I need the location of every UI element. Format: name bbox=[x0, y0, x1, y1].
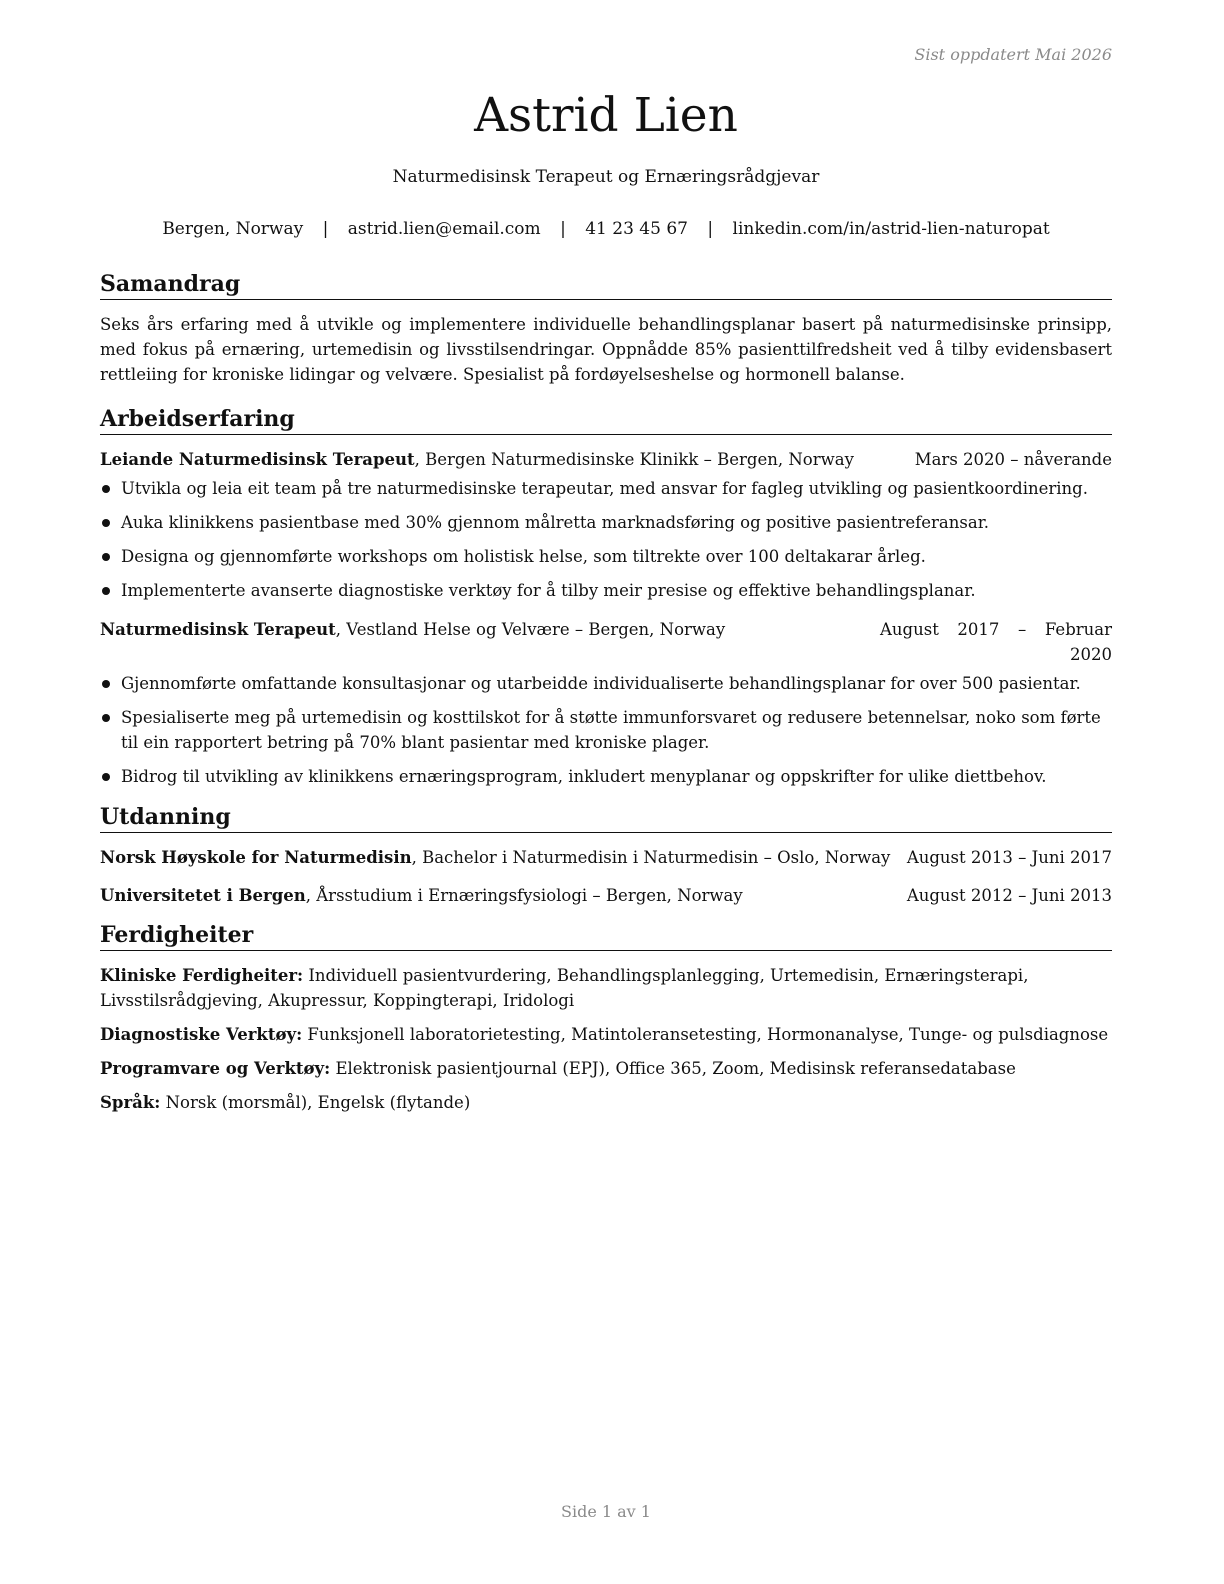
bullet-item: Bidrog til utvikling av klinikkens ernæringsprogram, inkludert menyplanar og oppskrifter for ulike diettbehov. bbox=[100, 764, 1112, 789]
education-detail: , Bachelor i Naturmedisin i Naturmedisin – Oslo, Norway bbox=[411, 848, 891, 867]
job-role: Leiande Naturmedisinsk Terapeut bbox=[100, 450, 415, 469]
job-entry bbox=[100, 447, 1112, 603]
education-entry bbox=[100, 845, 1112, 870]
job-bullets bbox=[100, 476, 1112, 603]
skill-line bbox=[100, 963, 1112, 1013]
job-bullets bbox=[100, 671, 1112, 789]
summary-text: Seks års erfaring med å utvikle og implementere individuelle behandlingsplanar basert på naturmedisinske prinsipp, med fokus på ernæring, urtemedisin og livsstilsendringar. Oppnådde 85% pasienttilfredsheit ved å tilby evidensbasert rettleiing for kroniske lidingar og velvære. Spesialist på fordøyelseshelse og hormonell balanse. bbox=[100, 315, 1112, 384]
skill-line bbox=[100, 1022, 1112, 1047]
bullet-item: Auka klinikkens pasientbase med 30% gjennom målretta marknadsføring og positive pasientreferansar. bbox=[100, 510, 1112, 535]
candidate-name: Astrid Lien bbox=[474, 88, 738, 143]
bullet-item: Gjennomførte omfattande konsultasjonar og utarbeidde individualiserte behandlingsplanar for over 500 pasientar. bbox=[100, 671, 1112, 696]
resume-content bbox=[100, 270, 1112, 1124]
bullet-item: Implementerte avanserte diagnostiske verktøy for å tilby meir presise og effektive behandlingsplanar. bbox=[100, 578, 1112, 603]
contact-separator: | bbox=[560, 219, 566, 239]
section-heading-experience: Arbeidserfaring bbox=[100, 405, 1112, 435]
education-header bbox=[100, 883, 1112, 908]
skill-value: Individuell pasientvurdering, Behandlingsplanlegging, Urtemedisin, Ernæringsterapi, Livsstilsrådgjeving, Akupressur, Koppingterapi, Iridologi bbox=[100, 966, 1029, 1010]
skill-value: Norsk (morsmål), Engelsk (flytande) bbox=[160, 1093, 471, 1112]
education-dates: August 2012 – Juni 2013 bbox=[906, 886, 1112, 905]
contact-line bbox=[100, 219, 1112, 239]
contact-separator: | bbox=[707, 219, 714, 239]
education-title-line bbox=[100, 883, 907, 908]
bullet-item: Spesialiserte meg på urtemedisin og kosttilskot for å støtte immunforsvaret og redusere betennelsar, noko som førte til ein rapportert betring på 70% blant pasientar med kroniske plager. bbox=[100, 705, 1112, 755]
last-updated: Sist oppdatert Mai 2026 bbox=[914, 45, 1112, 64]
skill-line bbox=[100, 1056, 1112, 1081]
section-heading-skills: Ferdigheiter bbox=[100, 921, 1112, 951]
education-title-line bbox=[100, 845, 907, 870]
job-entry bbox=[100, 617, 1112, 789]
job-employer: , Bergen Naturmedisinske Klinikk – Bergen, Norway bbox=[414, 450, 854, 469]
bullet-item: Designa og gjennomførte workshops om holistisk helse, som tiltrekte over 100 deltakarar årleg. bbox=[100, 544, 1112, 569]
page-number: Side 1 av 1 bbox=[561, 1502, 651, 1521]
education-detail: , Årsstudium i Ernæringsfysiologi – Bergen, Norway bbox=[305, 886, 743, 905]
skill-label: Diagnostiske Verktøy: bbox=[100, 1025, 303, 1044]
skill-label: Språk: bbox=[100, 1093, 161, 1112]
contact-email[interactable]: astrid.lien@email.com bbox=[347, 219, 541, 239]
skill-label: Programvare og Verktøy: bbox=[100, 1059, 331, 1078]
job-dates: Mars 2020 – nåverande bbox=[914, 450, 1112, 469]
education-entry bbox=[100, 883, 1112, 908]
section-heading-summary: Samandrag bbox=[100, 270, 1112, 300]
job-header bbox=[100, 617, 1112, 667]
job-role: Naturmedisinsk Terapeut bbox=[100, 620, 336, 639]
candidate-title: Naturmedisinsk Terapeut og Ernæringsrådgjevar bbox=[392, 167, 820, 187]
contact-phone: 41 23 45 67 bbox=[585, 219, 688, 239]
contact-linkedin[interactable]: linkedin.com/in/astrid-lien-naturopat bbox=[732, 219, 1050, 239]
education-dates: August 2013 – Juni 2017 bbox=[906, 848, 1112, 867]
job-dates: August 2017 – Februar 2020 bbox=[880, 620, 1112, 664]
section-heading-education: Utdanning bbox=[100, 803, 1112, 833]
job-employer: , Vestland Helse og Velvære – Bergen, Norway bbox=[335, 620, 726, 639]
skill-value: Elektronisk pasientjournal (EPJ), Office 365, Zoom, Medisinsk referansedatabase bbox=[330, 1059, 1016, 1078]
skill-label: Kliniske Ferdigheiter: bbox=[100, 966, 304, 985]
bullet-item: Utvikla og leia eit team på tre naturmedisinske terapeutar, med ansvar for fagleg utvikling og pasientkoordinering. bbox=[100, 476, 1112, 501]
job-title-line bbox=[100, 447, 915, 472]
skill-value: Funksjonell laboratorietesting, Matintoleransetesting, Hormonanalyse, Tunge- og pulsdiagnose bbox=[302, 1025, 1109, 1044]
job-header bbox=[100, 447, 1112, 472]
contact-location: Bergen, Norway bbox=[162, 219, 304, 239]
job-title-line bbox=[100, 617, 880, 667]
contact-separator: | bbox=[322, 219, 329, 239]
skill-line bbox=[100, 1090, 1112, 1115]
education-school: Universitetet i Bergen bbox=[100, 886, 306, 905]
resume-page bbox=[100, 0, 1112, 1584]
education-header bbox=[100, 845, 1112, 870]
education-school: Norsk Høyskole for Naturmedisin bbox=[100, 848, 412, 867]
